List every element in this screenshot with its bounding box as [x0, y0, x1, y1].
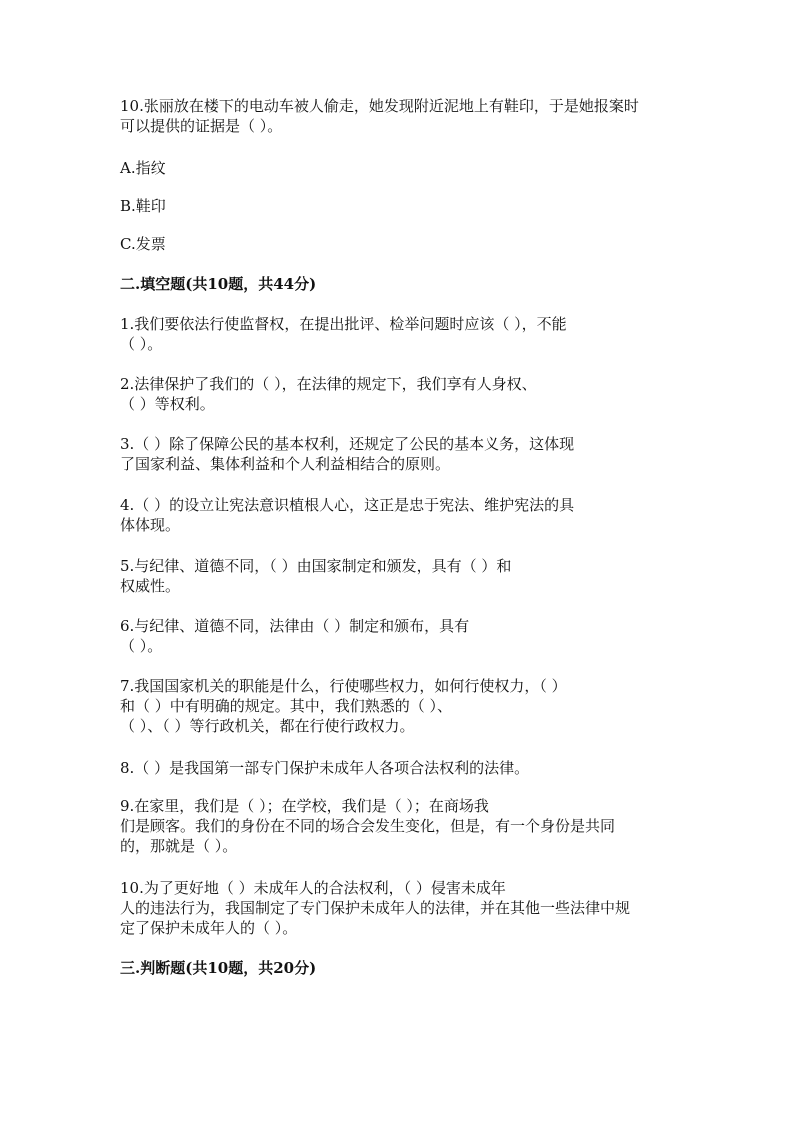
- question-text-line: 体体现。: [120, 516, 181, 534]
- question-text-line: 4.（ ）的设立让宪法意识植根人心，这正是忠于宪法、维护宪法的具: [120, 496, 575, 514]
- fill-question-8: [120, 758, 676, 778]
- question-text-line: 可以提供的证据是（ ）。: [120, 117, 283, 135]
- question-text-line: 1.我们要依法行使监督权，在提出批评、检举问题时应该（ ），不能: [120, 315, 567, 333]
- question-text-line: 6.与纪律、道德不同，法律由（ ）制定和颁布，具有: [120, 617, 470, 635]
- question-text-line: 2.法律保护了我们的（ ），在法律的规定下，我们享有人身权、: [120, 375, 537, 393]
- question-text-line: 和（ ）中有明确的规定。其中，我们熟悉的（ ）、: [120, 697, 453, 715]
- fill-question-6: [120, 616, 676, 656]
- question-text-line: 人的违法行为，我国制定了专门保护未成年人的法律，并在其他一些法律中规: [120, 899, 631, 917]
- fill-question-4: [120, 495, 676, 535]
- option-c: C.发票: [120, 235, 166, 253]
- option-a: A.指纹: [120, 159, 166, 177]
- fill-question-3: [120, 434, 676, 474]
- fill-question-9: [120, 796, 676, 856]
- question-text-line: （ ）。: [120, 637, 163, 655]
- fill-question-5: [120, 556, 676, 596]
- question-text-line: 10.为了更好地（ ）未成年人的合法权利，（ ）侵害未成年: [120, 879, 506, 897]
- question-10-multiple-choice: [120, 96, 676, 136]
- question-text-line: 5.与纪律、道德不同，（ ）由国家制定和颁发，具有（ ）和: [120, 557, 512, 575]
- question-text-line: 了国家利益、集体利益和个人利益相结合的原则。: [120, 455, 451, 473]
- option-b: B.鞋印: [120, 197, 166, 215]
- question-text-line: 们是顾客。我们的身份在不同的场合会发生变化，但是，有一个身份是共同: [120, 817, 616, 835]
- question-text-line: 7.我国国家机关的职能是什么，行使哪些权力，如何行使权力，（ ）: [120, 677, 567, 695]
- fill-question-10: [120, 878, 676, 938]
- section-title-fill-in: 二.填空题(共10题，共44分): [120, 275, 317, 293]
- question-text-line: 权威性。: [120, 577, 181, 595]
- question-text-line: 9.在家里，我们是（ ）；在学校，我们是（ ）；在商场我: [120, 797, 489, 815]
- fill-question-7: [120, 676, 676, 736]
- question-text-line: 的，那就是（ ）。: [120, 837, 238, 855]
- question-text-line: 8.（ ）是我国第一部专门保护未成年人各项合法权利的法律。: [120, 759, 530, 777]
- question-text-line: 定了保护未成年人的（ ）。: [120, 919, 298, 937]
- question-text-line: 10.张丽放在楼下的电动车被人偷走，她发现附近泥地上有鞋印，于是她报案时: [120, 97, 639, 115]
- fill-question-2: [120, 374, 676, 414]
- fill-question-1: [120, 314, 676, 354]
- question-text-line: 3.（ ）除了保障公民的基本权利，还规定了公民的基本义务，这体现: [120, 435, 575, 453]
- section-title-true-false: 三.判断题(共10题，共20分): [120, 959, 317, 977]
- question-text-line: （ ）等权利。: [120, 395, 215, 413]
- question-text-line: （ ）。: [120, 335, 163, 353]
- question-text-line: （ ）、（ ）等行政机关，都在行使行政权力。: [120, 717, 415, 735]
